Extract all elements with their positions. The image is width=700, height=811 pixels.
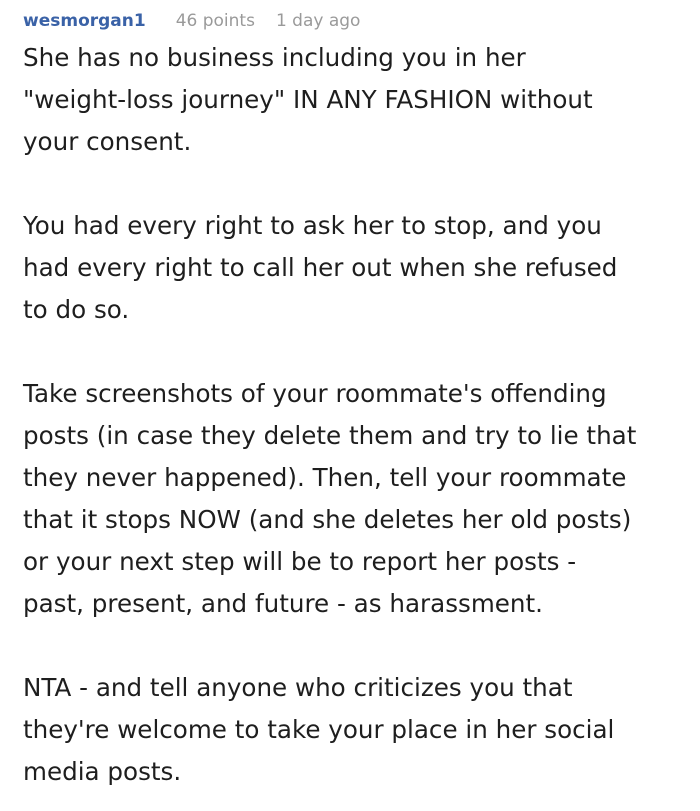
- comment-line: Take screenshots of your roommate's offending: [23, 379, 607, 408]
- points-count: 46 points: [175, 11, 255, 31]
- comment-paragraph: [23, 205, 700, 331]
- comment-line: they never happened). Then, tell your roommate: [23, 463, 627, 492]
- comment-line: She has no business including you in her: [23, 43, 526, 72]
- author-link[interactable]: wesmorgan1: [23, 11, 146, 31]
- comment-line: or your next step will be to report her posts -: [23, 547, 577, 576]
- comment-body: [23, 37, 700, 793]
- comment-line: that it stops NOW (and she deletes her old posts): [23, 505, 632, 534]
- comment-line: had every right to call her out when she refused: [23, 253, 618, 282]
- comment-paragraph: [23, 37, 700, 163]
- comment-line: NTA - and tell anyone who criticizes you that: [23, 673, 573, 702]
- comment-line: they're welcome to take your place in her social: [23, 715, 615, 744]
- comment-line: your consent.: [23, 127, 192, 156]
- comment-line: posts (in case they delete them and try to lie that: [23, 421, 637, 450]
- comment-paragraph: [23, 667, 700, 793]
- comment-line: past, present, and future - as harassment.: [23, 589, 543, 618]
- comment-paragraph: [23, 373, 700, 625]
- comment-line: "weight-loss journey" IN ANY FASHION without: [23, 85, 593, 114]
- comment-line: You had every right to ask her to stop, and you: [23, 211, 602, 240]
- timestamp[interactable]: 1 day ago: [275, 11, 361, 31]
- comment-line: media posts.: [23, 757, 182, 786]
- comment-line: to do so.: [23, 295, 130, 324]
- comment-meta: [23, 0, 700, 40]
